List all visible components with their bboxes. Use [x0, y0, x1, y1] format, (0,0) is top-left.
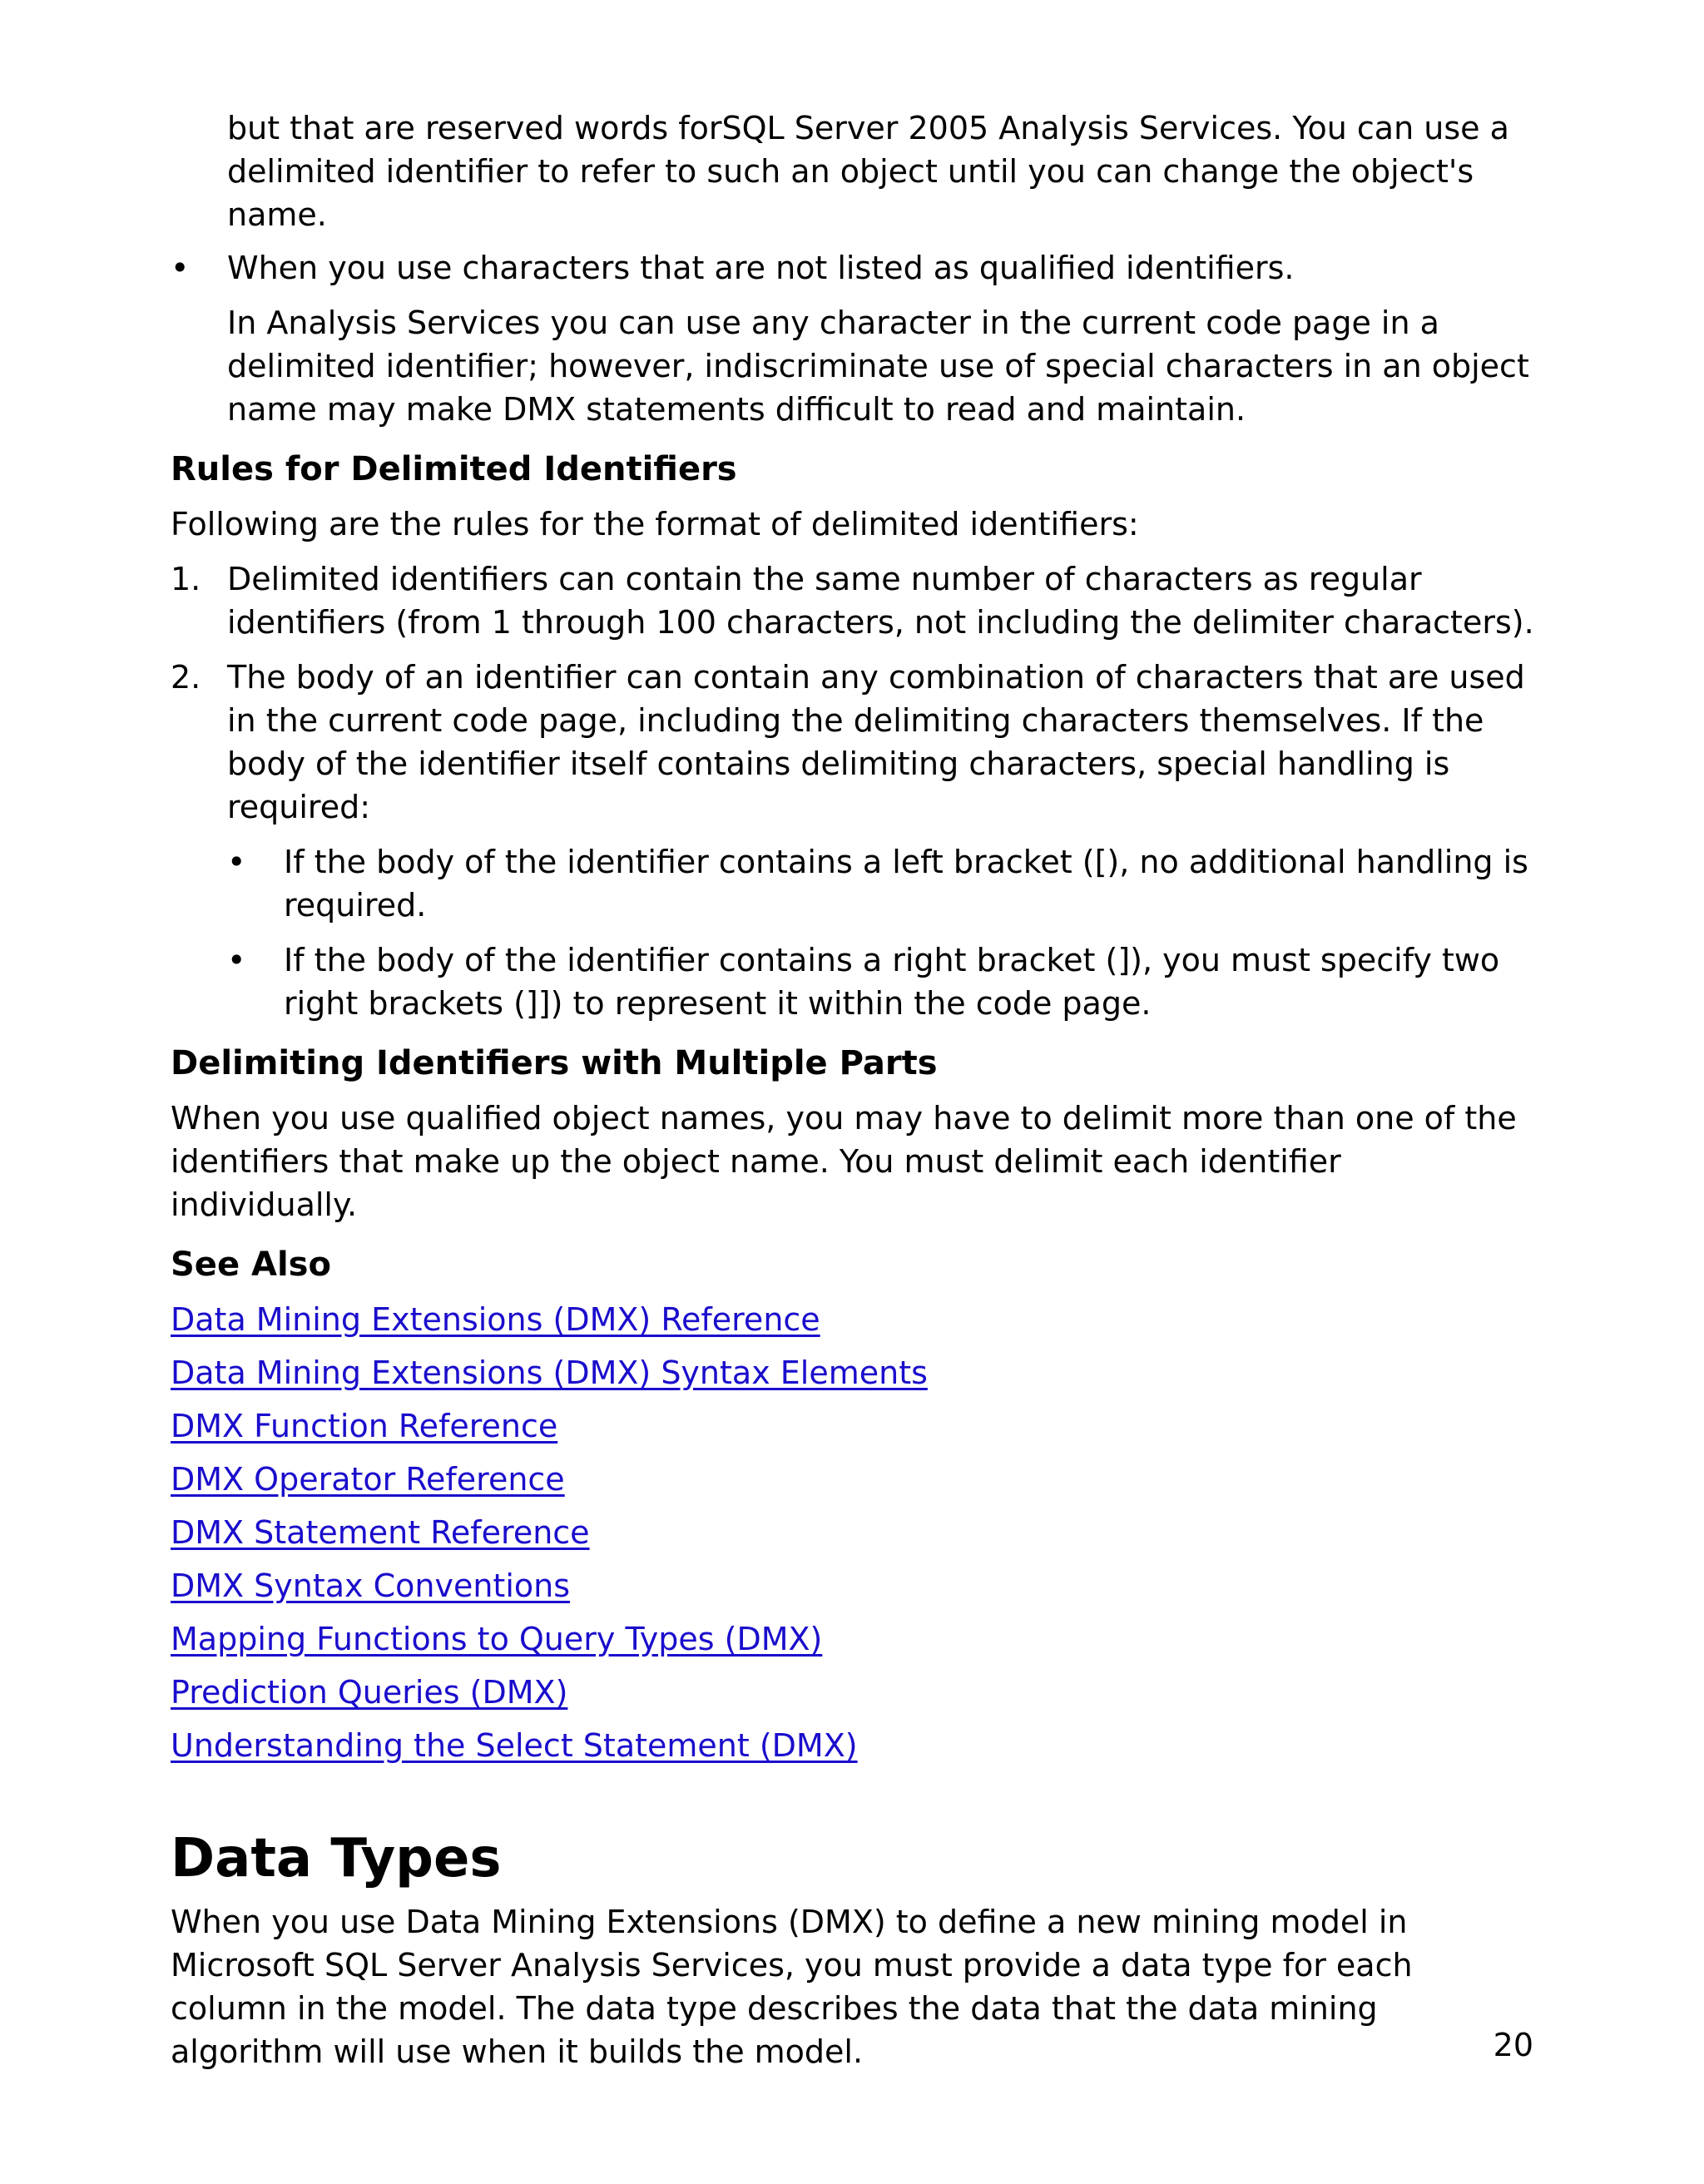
sub-bullet-item [171, 840, 1535, 927]
link-dmx-function-reference[interactable]: DMX Function Reference [171, 1408, 558, 1444]
multiple-parts-text: When you use qualified object names, you may have to delimit more than one of the identifiers that make up the object name. You must delimit each identifier individually. [171, 1100, 1517, 1223]
bullet-text: When you use characters that are not listed as qualified identifiers. [227, 250, 1295, 286]
bullet-item [171, 246, 1535, 290]
link-dmx-statement-reference[interactable]: DMX Statement Reference [171, 1514, 590, 1551]
see-also-links [171, 1298, 1535, 1767]
page-number: 20 [1493, 2027, 1533, 2063]
numbered-item [171, 557, 1535, 644]
rules-intro: Following are the rules for the format of delimited identifiers: [171, 506, 1139, 542]
sub-bullet-text: If the body of the identifier contains a left bracket ([), no additional handling is required. [284, 844, 1528, 924]
document-page [171, 106, 1535, 2073]
heading-multiple-parts: Delimiting Identifiers with Multiple Parts [171, 1044, 938, 1082]
bullet-marker: • [227, 942, 246, 978]
bullet-marker: • [171, 250, 190, 286]
link-select-statement[interactable]: Understanding the Select Statement (DMX) [171, 1727, 858, 1764]
link-prediction-queries[interactable]: Prediction Queries (DMX) [171, 1674, 568, 1711]
item-number: 2. [171, 659, 201, 696]
heading-see-also: See Also [171, 1246, 331, 1284]
intro-continuation: but that are reserved words forSQL Server 2005 Analysis Services. You can use a delimited identifier to refer to such an object until you can change the object's name. [227, 110, 1509, 233]
sub-bullet-item [171, 938, 1535, 1025]
bullet-marker: • [227, 844, 246, 880]
numbered-item [171, 656, 1535, 829]
heading-data-types: Data Types [171, 1828, 502, 1889]
data-types-text: When you use Data Mining Extensions (DMX) to define a new mining model in Microsoft SQL Server Analysis Services, you must provide a data type for each column in the model. The data type describes the data that the data mining algorithm will use when it builds the model. [171, 1904, 1413, 2070]
item-number: 1. [171, 561, 201, 597]
item-text: Delimited identifiers can contain the same number of characters as regular identifiers (from 1 through 100 characters, not including the delimiter characters). [227, 561, 1534, 641]
link-mapping-functions[interactable]: Mapping Functions to Query Types (DMX) [171, 1621, 823, 1657]
link-dmx-reference[interactable]: Data Mining Extensions (DMX) Reference [171, 1301, 820, 1338]
link-dmx-operator-reference[interactable]: DMX Operator Reference [171, 1461, 565, 1498]
sub-bullet-text: If the body of the identifier contains a right bracket (]), you must specify two right brackets (]]) to represent it within the code page. [284, 942, 1500, 1022]
item-text: The body of an identifier can contain any combination of characters that are used in the current code page, including the delimiting characters themselves. If the body of the identifier itself contains delimiting characters, special handling is required: [227, 659, 1525, 825]
heading-rules: Rules for Delimited Identifiers [171, 450, 737, 488]
link-dmx-syntax-elements[interactable]: Data Mining Extensions (DMX) Syntax Elements [171, 1354, 928, 1391]
bullet-note: In Analysis Services you can use any character in the current code page in a delimited identifier; however, indiscriminate use of special characters in an object name may make DMX statements difficult to read and maintain. [227, 305, 1529, 428]
link-dmx-syntax-conventions[interactable]: DMX Syntax Conventions [171, 1567, 571, 1604]
